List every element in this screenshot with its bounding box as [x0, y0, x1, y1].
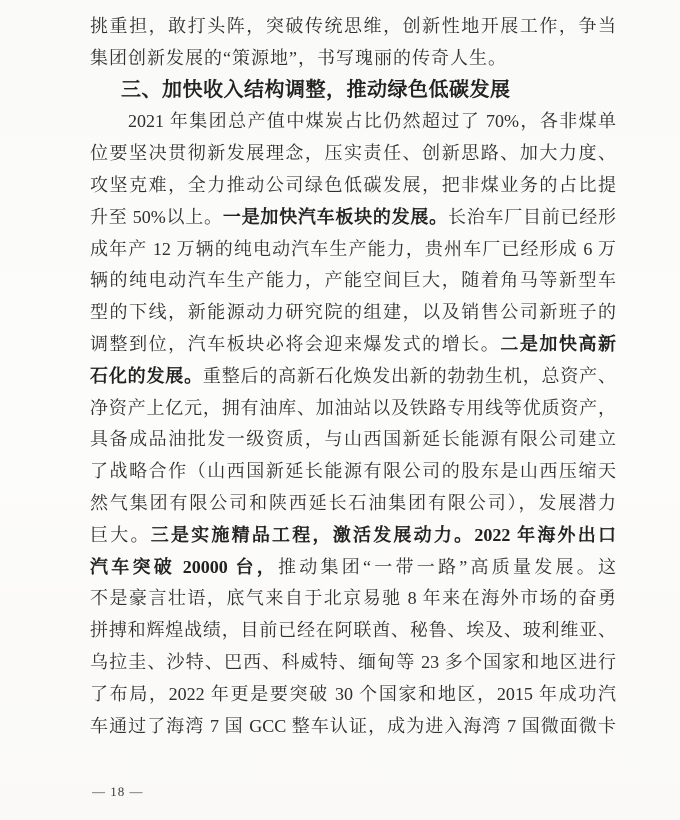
text-segment: 集团创新发展的“策源地”，书写瑰丽的传奇人生。: [90, 47, 507, 68]
text-segment: 位要坚决贯彻新发展理念，压实责任、创新思路、加大力度、: [90, 143, 616, 164]
text-line: [90, 265, 616, 297]
text-line: [90, 329, 616, 361]
text-segment: 长治车厂目前已经形: [447, 206, 616, 227]
text-segment: 2021 年集团总产值中煤炭占比仍然超过了 70%，各非煤单: [128, 111, 616, 132]
text-line: [90, 679, 616, 711]
text-segment: 挑重担，敢打头阵，突破传统思维，创新性地开展工作，争当: [90, 16, 616, 36]
text-segment: 2022 年海外出口: [474, 524, 616, 545]
text-line: [90, 202, 616, 234]
text-line: [90, 361, 616, 393]
text-line: [90, 456, 616, 488]
text-segment: 然气集团有限公司和陕西延长石油集团有限公司），发展潜力: [90, 492, 616, 513]
text-segment: 巨大。: [90, 524, 151, 545]
text-line: [90, 393, 616, 425]
text-segment: 一是加快汽车板块的发展。: [222, 206, 448, 227]
text-line: [90, 11, 616, 43]
document-body: [90, 11, 616, 742]
text-segment: 攻坚克难，全力推动公司绿色低碳发展，把非煤业务的占比提: [90, 174, 616, 195]
page-number: — 18 —: [92, 784, 144, 799]
text-segment: 重整后的高新石化焕发出新的勃勃生机，总资产、: [202, 365, 616, 386]
text-segment: 型的下线，新能源动力研究院的组建，以及销售公司新班子的: [90, 302, 616, 323]
text-segment: 推动集团“一带一路”高质量发展。这: [278, 556, 616, 577]
text-line: [90, 615, 616, 647]
text-segment: 石化的发展。: [90, 365, 203, 386]
text-segment: 辆的纯电动汽车生产能力，产能空间巨大，随着角马等新型车: [90, 270, 616, 291]
text-segment: 净资产上亿元，拥有油库、加油站以及铁路专用线等优质资产，: [90, 397, 616, 418]
text-line: [90, 138, 616, 170]
text-line: [90, 106, 616, 138]
text-line: [90, 43, 616, 75]
text-line: [90, 583, 616, 615]
text-line: [90, 488, 616, 520]
text-segment: 二是加快高新: [500, 333, 616, 354]
text-line: [90, 424, 616, 456]
text-line: [90, 711, 616, 743]
text-segment: 三是实施精品工程，激活发展动力。: [150, 524, 475, 545]
text-line: [90, 552, 616, 584]
text-segment: 三、加快收入结构调整，推动绿色低碳发展: [121, 78, 511, 101]
text-segment: 了战略合作（山西国新延长能源有限公司的股东是山西压缩天: [90, 461, 616, 482]
text-segment: 成年产 12 万辆的纯电动汽车生产能力，贵州车厂已经形成 6 万: [90, 238, 616, 259]
text-line: [90, 170, 616, 202]
text-segment: 车通过了海湾 7 国 GCC 整车认证，成为进入海湾 7 国微面微卡: [90, 715, 616, 736]
text-segment: 不是豪言壮语，底气来自于北京易驰 8 年来在海外市场的奋勇: [90, 588, 616, 609]
text-line: [90, 297, 616, 329]
text-line: [90, 520, 616, 552]
text-segment: 了布局，2022 年更是要突破 30 个国家和地区，2015 年成功汽: [90, 683, 616, 704]
section-heading: [90, 75, 616, 107]
text-segment: 升至 50%以上。: [90, 206, 223, 227]
text-line: [90, 647, 616, 679]
text-segment: 拼搏和辉煌战绩，目前已经在阿联酋、秘鲁、埃及、玻利维亚、: [90, 620, 616, 641]
text-segment: 乌拉圭、沙特、巴西、科威特、缅甸等 23 多个国家和地区进行: [90, 651, 616, 672]
text-segment: 汽车突破 20000 台，: [90, 556, 279, 577]
text-segment: 具备成品油批发一级资质，与山西国新延长能源有限公司建立: [90, 429, 616, 450]
text-segment: 调整到位，汽车板块必将会迎来爆发式的增长。: [90, 333, 501, 354]
text-line: [90, 234, 616, 266]
